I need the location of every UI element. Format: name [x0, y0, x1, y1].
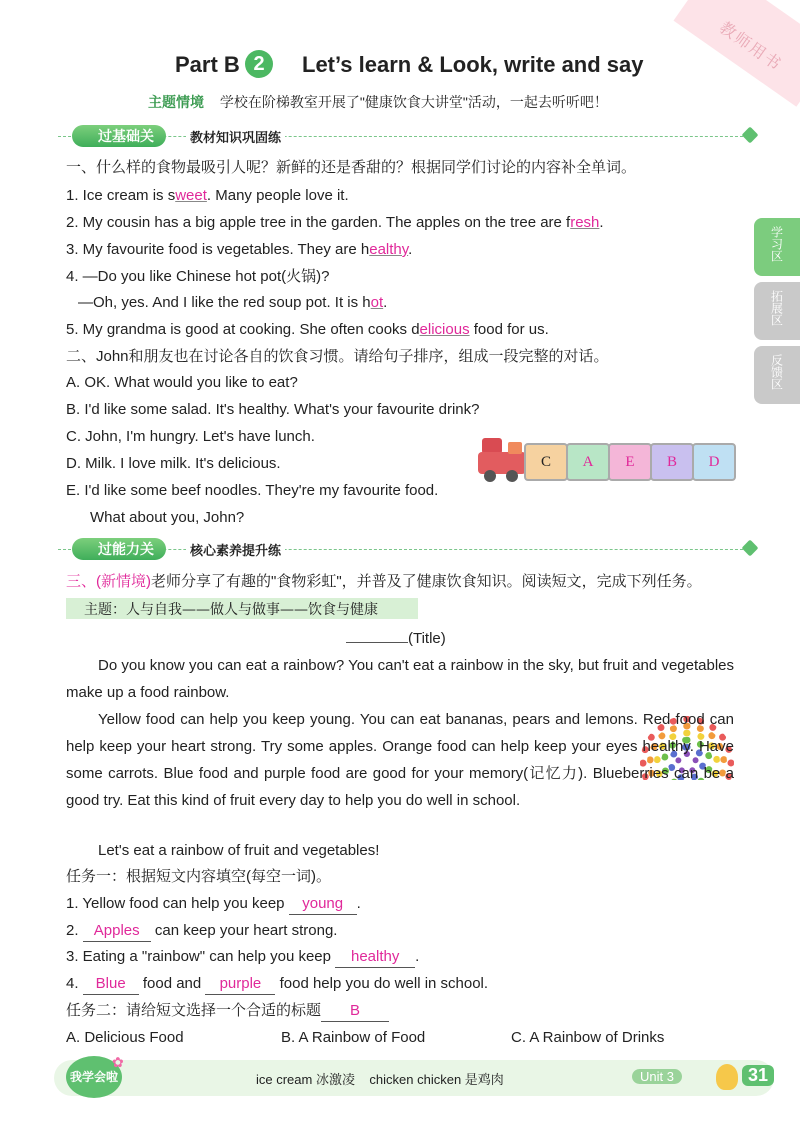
new-situation-tag: (新情境) [96, 573, 152, 590]
item-text: . [356, 895, 361, 912]
task1-item [66, 921, 337, 942]
section-banner-basic [58, 123, 748, 149]
item-text: 3. Eating a "rainbow" can help you keep [66, 948, 336, 965]
task2-text: 任务二：请给短文选择一个合适的标题 [66, 1002, 322, 1019]
title-blank [346, 626, 446, 649]
item-text: . [599, 214, 604, 231]
passage-para-3: Let's eat a rainbow of fruit and vegetables! [98, 842, 380, 859]
side-tab-feedback[interactable] [754, 346, 800, 404]
side-tab-label: 学习区 [769, 226, 784, 262]
item-text: 1. Ice cream is s [66, 187, 176, 204]
task1-item [66, 894, 361, 915]
answer: B [321, 1001, 389, 1022]
passage-para-1: Do you know you can eat a rainbow? You can't eat a rainbow in the sky, but fruit and vegetables make up a food rainbow. [66, 657, 734, 701]
item-text: food for us. [469, 321, 549, 338]
section-banner-ability [58, 536, 748, 562]
q2-option: A. OK. What would you like to eat? [66, 374, 298, 391]
q2-option: D. Milk. I love milk. It's delicious. [66, 455, 281, 472]
item-text: 5. My grandma is good at cooking. She often cooks d [66, 321, 420, 338]
item-text: . [408, 241, 413, 258]
page-number: 31 [742, 1065, 774, 1086]
task2-option: A. Delicious Food [66, 1029, 184, 1046]
footer-unit: Unit 3 [632, 1069, 682, 1084]
task1-item [66, 974, 488, 995]
train-illustration [478, 432, 740, 486]
train-engine-icon [478, 438, 526, 478]
part-label: Part B [175, 52, 240, 77]
answer: Blue [83, 974, 139, 995]
banner-tag: 过能力关 [72, 538, 166, 560]
q1-item [66, 240, 412, 260]
item-text: . [415, 948, 420, 965]
q1-item [66, 320, 549, 340]
mascot-icon [716, 1064, 738, 1090]
banner-tag: 过基础关 [72, 125, 166, 147]
train-answer: A [582, 454, 594, 470]
answer: healthy [335, 947, 415, 968]
part-number: 2 [253, 53, 265, 75]
q2-heading: 二、John和朋友也在讨论各自的饮食习惯。请给句子排序，组成一段完整的对话。 [66, 348, 609, 365]
item-text: 3. My favourite food is vegetables. They are h [66, 241, 370, 258]
item-text: 1. Yellow food can help you keep [66, 895, 289, 912]
topic-box [66, 598, 418, 619]
q1-heading: 一、什么样的食物最吸引人呢？新鲜的还是香甜的？根据同学们讨论的内容补全单词。 [66, 159, 637, 176]
item-text: food and [138, 975, 206, 992]
corner-stamp-text: 教师用书 [715, 19, 785, 75]
footer-star-icon: ✿ [112, 1054, 124, 1070]
answer: resh [570, 214, 600, 231]
leaf-icon [742, 540, 759, 557]
task2-heading [66, 1001, 389, 1022]
q3-instruction: 老师分享了有趣的"食物彩虹"，并普及了健康饮食知识。阅读短文，完成下列任务。 [151, 573, 702, 590]
side-tab-extend[interactable] [754, 282, 800, 340]
item-text: food help you do well in school. [275, 975, 489, 992]
train-answer: D [708, 454, 720, 470]
part-number-badge [245, 50, 273, 78]
answer: weet [175, 187, 207, 204]
item-text: . [383, 294, 388, 311]
answer: young [289, 894, 357, 915]
q2-option: What about you, John? [90, 509, 245, 526]
item-text: can keep your heart strong. [150, 922, 338, 939]
q1-item [66, 267, 329, 287]
train-car [608, 443, 652, 481]
item-text: . Many people love it. [206, 187, 349, 204]
q1-item [66, 186, 349, 206]
item-text: 2. My cousin has a big apple tree in the garden. The apples on the tree are f [66, 214, 571, 231]
train-car [524, 443, 568, 481]
task2-option: C. A Rainbow of Drinks [511, 1029, 665, 1046]
answer: Apples [83, 921, 151, 942]
q2-option: C. John, I'm hungry. Let's have lunch. [66, 428, 315, 445]
q1-item [66, 213, 604, 233]
passage-para-2: Yellow food can help you keep young. You can eat bananas, pears and lemons. Red food can help keep your heart strong. Try some apples. Orange food can help keep your eyes healthy. Have some carrots. Blue food and purple food are good for your memory(记忆力). Blueberries can be a good try. Eat this kind of fruit every day to help you do well in school. [66, 711, 734, 809]
item-text: 4. [66, 975, 83, 992]
q3-heading [66, 572, 702, 592]
topic-text: 主题：人与自我——做人与做事——饮食与健康 [84, 602, 378, 618]
item-text: —Oh, yes. And I like the red soup pot. It is h [78, 294, 371, 311]
q2-option: B. I'd like some salad. It's healthy. What's your favourite drink? [66, 401, 480, 418]
train-cars [524, 432, 740, 486]
task2-options [66, 1028, 664, 1048]
footer-bar [0, 1052, 800, 1102]
title-underline [346, 626, 408, 643]
train-answer: E [625, 454, 635, 470]
answer: ealthy [369, 241, 409, 258]
side-tab-label: 拓展区 [769, 290, 784, 326]
banner-subtitle: 教材知识巩固练 [186, 127, 285, 146]
theme-text: 学校在阶梯教室开展了"健康饮食大讲堂"活动，一起去听听吧！ [219, 94, 608, 110]
side-tab-study[interactable] [754, 218, 800, 276]
item-text: 4. —Do you like Chinese hot pot(火锅)? [66, 268, 330, 285]
item-text: 2. [66, 922, 83, 939]
leaf-icon [742, 127, 759, 144]
q1-item [78, 293, 387, 313]
footer-badge-text: 我学会啦 [69, 1070, 118, 1084]
train-answer: C [540, 454, 551, 470]
answer: elicious [419, 321, 470, 338]
task1-heading: 任务一：根据短文内容填空(每空一词)。 [66, 868, 331, 885]
page-header [0, 50, 800, 80]
task2-option: B. A Rainbow of Food [281, 1029, 426, 1046]
answer: purple [205, 974, 275, 995]
q2-option: E. I'd like some beef noodles. They're my favourite food. [66, 482, 439, 499]
side-tab-label: 反馈区 [769, 354, 784, 390]
banner-subtitle: 核心素养提升练 [186, 540, 285, 559]
train-car [650, 443, 694, 481]
task1-item [66, 947, 419, 968]
footer-vocab: ice cream 冰激凌 chicken chicken 是鸡肉 [256, 1072, 504, 1087]
train-car [692, 443, 736, 481]
q3-number: 三、 [66, 573, 97, 590]
page-title: Let’s learn & Look, write and say [302, 52, 644, 77]
answer: ot [370, 294, 384, 311]
theme-line [148, 92, 608, 112]
train-car [566, 443, 610, 481]
theme-label: 主题情境 [148, 94, 204, 110]
train-answer: B [666, 454, 677, 470]
title-hint: (Title) [408, 630, 446, 647]
